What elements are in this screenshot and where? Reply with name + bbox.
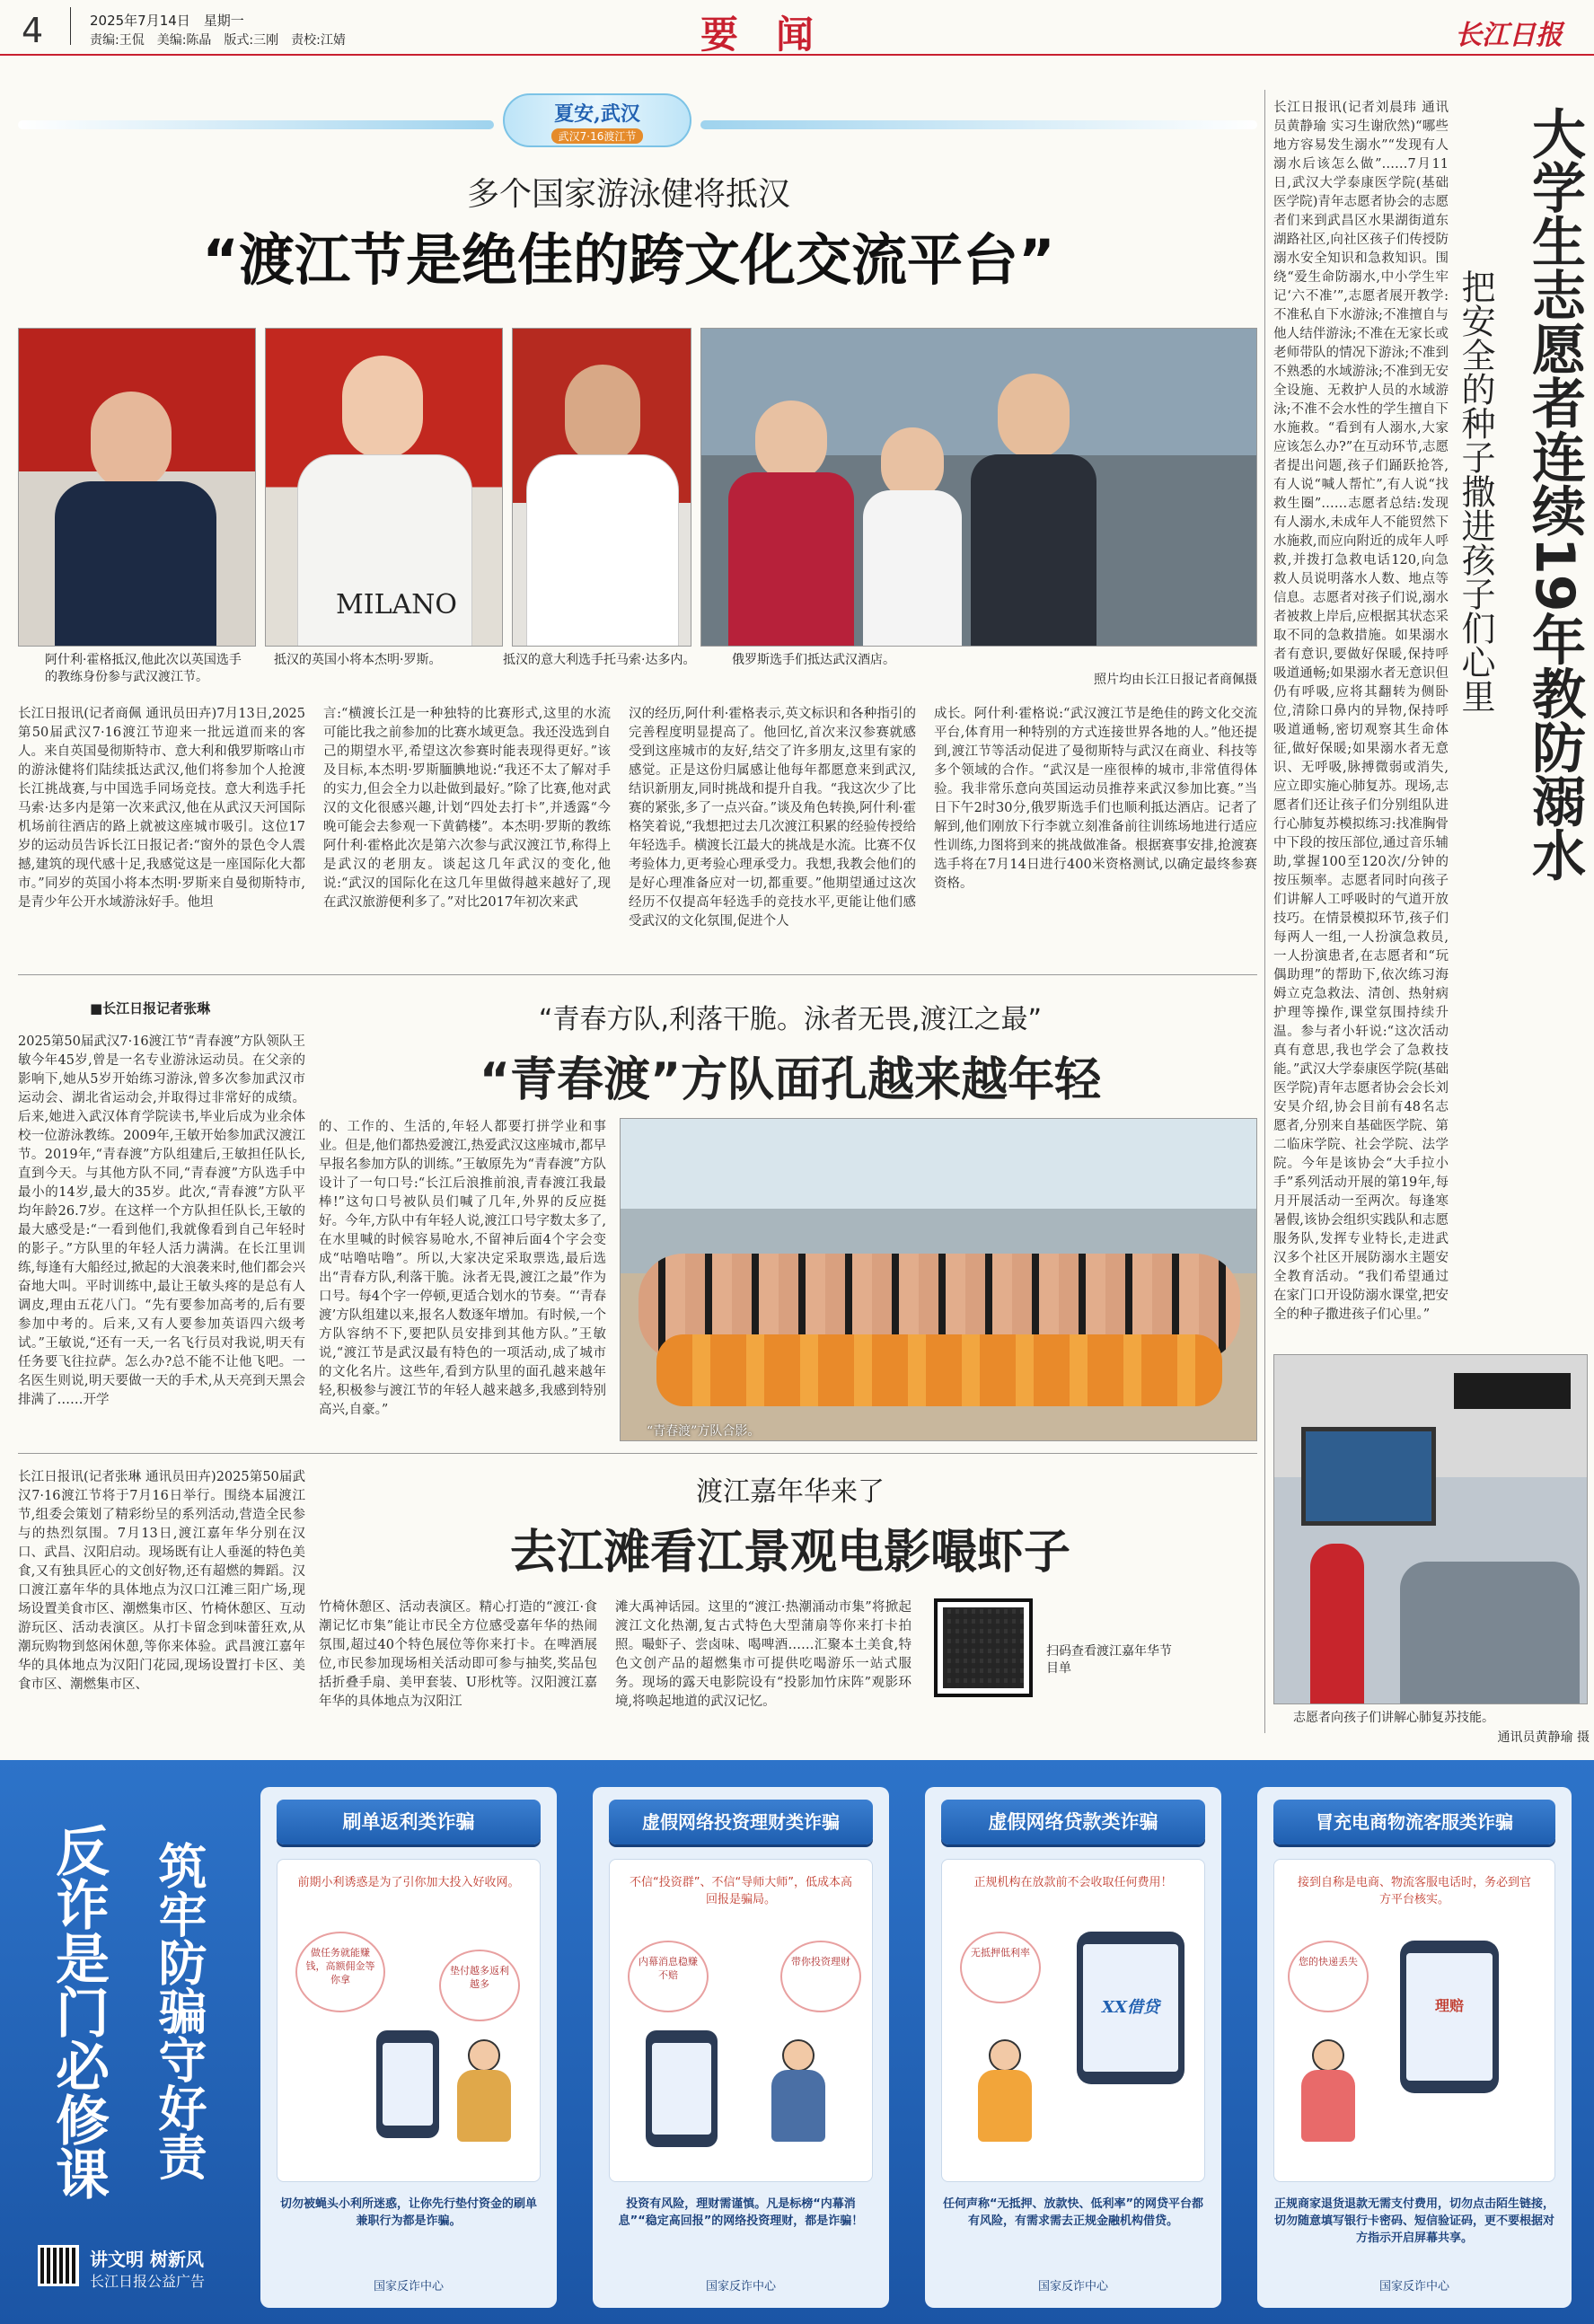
story1-col2: 言:“横渡长江是一种独特的比赛形式,这里的水流可能比我之前参加的比赛水域更急。我还没选到自己的期望水平,希望这次参赛时能表现得更好。”该及目标,本杰明·罗斯腼腆地说:“我还不太了解对手的实力,但会全力以赴做到最好。”除了比赛,他对武汉的文化很感兴趣,计划“四处去打卡”,并透露“今晚可能会去参观一下黄鹤楼”。本杰明·罗斯的教练阿什利·霍格此次是第六次参与武汉渡江节,称得上是武汉的老朋友。谈起这几年武汉的变化,他说:“武汉的国际化在这几年里做得越来越好了,现在武汉旅游便利多了。”对比2017年初次来武: [323, 707, 611, 910]
caption-russian: 俄罗斯选手们抵达武汉酒店。: [732, 653, 895, 667]
story2-kicker: “青春方队,利落干脆。泳者无畏,渡江之最”: [538, 1004, 1043, 1035]
ad-bubble: 做任务就能赚钱，高额佣金等你拿: [295, 1932, 385, 2012]
editor-credits: 责编:王侃 美编:陈晶 版式:三刚 责校:江婧: [90, 33, 346, 48]
ad-panel-footer: 投资有风险，理财需谨慎。凡是标榜“内幕消息”“稳定高回报”的网络投资理财，都是诈骗！: [618, 2197, 864, 2228]
banner-badge: [503, 93, 691, 147]
photo-russian-team: [700, 328, 1257, 647]
ad-panel-org: 国家反诈中心: [373, 2280, 444, 2293]
ad-bubble: 无抵押低利率: [960, 1932, 1041, 2003]
ad-panel-org: 国家反诈中心: [705, 2280, 776, 2293]
caption-youth-team: “青春渡”方队合影。: [647, 1424, 761, 1439]
ad-bubble: 您的快递丢失: [1288, 1941, 1369, 2012]
ad-bubble: 带你投资理财: [780, 1941, 861, 2012]
phone-icon: [376, 2030, 439, 2138]
page-number: 4: [22, 11, 44, 50]
story1-col1: 长江日报讯(记者商佩 通讯员田卉)7月13日,2025第50届武汉7·16渡江节迎来一批远道而来的客人。来自英国曼彻斯特市、意大利和俄罗斯喀山市的游泳健将们陆续抵达武汉,他们将参加个人抢渡长江挑战赛,与中国选手同场竞技。意大利选手托马索·达多内是第一次来武汉,他在从武汉天河国际机场前往酒店的路上就被这座城市吸引。这位17岁的运动员告诉长江日报记者:“窗外的景色令人震撼,建筑的现代感十足,我感觉这是一座国际化大都市。”同岁的英国小将本杰明·罗斯来自曼彻斯特市,是青少年公开水域游泳好手。他坦: [18, 707, 305, 910]
story2-headline: “青春渡”方队面孔越来越年轻: [479, 1053, 1102, 1107]
photo-tommaso: [512, 328, 691, 647]
ad-panel-org: 国家反诈中心: [1037, 2280, 1108, 2293]
story2-byline: ■长江日报记者张琳: [90, 1000, 211, 1017]
sidebar-credit: 通讯员黄静瑜 摄: [1497, 1730, 1590, 1745]
qr-code[interactable]: [934, 1598, 1033, 1697]
story2-col1: 2025第50届武汉7·16渡江节“青春渡”方队领队王敏今年45岁,曾是一名专业游泳运动员。在父亲的影响下,她从5岁开始练习游泳,曾多次参加武汉市运动会、湖北省运动会,并取得过非常好的成绩。后来,她进入武汉体育学院读书,毕业后成为业余体校一位游泳教练。2009年,王敏开始参加武汉渡江节。2019年,“青春渡”方队组建后,王敏担任队长,直到今天。与其他方队不同,“青春渡”方队选手中最小的14岁,最大的35岁。此次,“青春渡”方队平均年龄26.7岁。在这样一个方队担任队长,王敏的最大感受是:“一看到他们,我就像看到自己年轻时的影子。”方队里的年轻人活力满满。在长江里训练,每逢有大船经过,掀起的大浪袭来时,他们都会兴奋地大叫。平时训练中,最让王敏头疼的是总有人调皮,理由五花八门。“先有要参加高考的,后有要参加中考的。后来,又有人要参加英语四六级考试。”王敏说,“还有一天,一名飞行员对我说,明天有任务要飞往拉萨。怎么办?总不能不让他飞吧。一名医生则说,明天要做一天的手术,从天亮到天黑会排满了……开学: [18, 1034, 305, 1407]
ad-panel-title: 刷单返利类诈骗: [277, 1800, 541, 1844]
ad-panel-note: 正规机构在放款前不会收取任何费用！: [973, 1876, 1173, 1889]
refund-label: 理赔: [1434, 1997, 1464, 2014]
qr-label: 扫码查看渡江嘉年华节目单: [1046, 1644, 1172, 1676]
ad-title-1: 反诈是门必修课: [47, 1823, 110, 2200]
masthead: [0, 0, 1594, 56]
story1-headline: “渡江节是绝佳的跨文化交流平台”: [202, 227, 1055, 293]
story3-col1: 长江日报讯(记者张琳 通讯员田卉)2025第50届武汉7·16渡江节将于7月16日举行。围绕本届渡江节,组委会策划了精彩纷呈的系列活动,营造全民参与的热烈氛围。7月13日,渡江嘉年华分别在汉口、武昌、汉阳启动。现场既有让人垂涎的特色美食,又有独具匠心的文创好物,还有超燃的舞蹈。汉口渡江嘉年华的具体地点为汉口江滩三阳广场,现场设置美食市区、潮燃集市区、竹椅休憩区、互动游玩区、活动表演区。从打卡留念到味蕾狂欢,从潮玩购物到悠闲休憩,等你来体验。武昌渡江嘉年华的具体地点为汉阳门花园,现场设置打卡区、美食市区、潮燃集市区、: [18, 1470, 305, 1692]
person-icon: [978, 2039, 1032, 2142]
ad-panel-4: [1257, 1787, 1572, 2308]
story1-col3: 汉的经历,阿什利·霍格表示,英文标识和各种指引的完善程度明显提高了。他回忆,首次来汉参赛就感受到这座城市的友好,结交了许多朋友,这里有家的感觉。正是这份归属感让他每年都愿意来到武汉,结识新朋友,同时挑战和提升自我。“我这次少了比赛的紧张,多了一点兴奋。”谈及角色转换,阿什利·霍格笑着说,“我想把过去几次渡江积累的经验传授给年轻选手。横渡长江最大的挑战是水流。比赛不仅考验体力,更考验心理承受力。我想,我教会他们的是好心理准备应对一切,都重要。”他期望通过这次经历不仅提高年轻选手的竞技水平,更能让他们感受武汉的文化氛围,促进个人: [629, 707, 916, 929]
wave-left: [18, 120, 494, 129]
section-title: 要 闻: [700, 13, 815, 57]
ad-panel-footer: 正规商家退货退款无需支付费用，切勿点击陌生链接，切勿随意填写银行卡密码、短信验证码，更不要根据对方指示开启屏幕共享。: [1273, 2197, 1554, 2245]
photo-volunteers: [1273, 1354, 1588, 1704]
story1-col4: 成长。阿什利·霍格说:“武汉渡江节是绝佳的跨文化交流平台,体育用一种特别的方式连接世界各地的人。”他还提到,渡江节等活动促进了曼彻斯特与武汉在商业、科技等多个领域的合作。“武汉是一座很棒的城市,非常值得体验。我非常乐意向英国运动员推荐来武汉参加比赛。”当日下午2时30分,俄罗斯选手们也顺利抵达酒店。记者了解到,他们刚放下行李就立刻准备前往训练场地进行适应性训练,力图将到来的挑战做准备。根据赛事安排,抢渡赛选手将在7月14日进行400米资格测试,以确定最终参赛资格。: [934, 707, 1257, 891]
phone-icon: [1400, 1941, 1499, 2093]
story3-headline: 去江滩看江景观电影嘬虾子: [509, 1526, 1070, 1580]
photo-credit: 照片均由长江日报记者商佩摄: [1094, 673, 1257, 687]
ad-panel-note: 接到自称是电商、物流客服电话时，务必到官方平台核实。: [1297, 1876, 1531, 1906]
story3-col2: 竹椅休憩区、活动表演区。精心打造的“渡江·食潮记忆市集”能让市民全方位感受嘉年华的热闹氛围,超过40个特色展位等你来打卡。在啤酒展位,市民参加现场相关活动即可参与抽奖,奖品包括折叠手扇、美甲套装、U形枕等。汉阳渡江嘉年华的具体地点为汉阳江: [319, 1600, 597, 1709]
story2-col2: 的、工作的、生活的,年轻人都要打拼学业和事业。但是,他们都热爱渡江,热爱武汉这座城市,都早早报名参加方队的训练。”王敏原先为“青春渡”方队设计了一句口号:“长江后浪推前浪,青春渡江我最棒!”这句口号被队员们喊了几年,外界的反应挺好。今年,方队中有年轻人说,渡江口号字数太多了,在水里喊的时候容易呛水,不留神后面4个字会变成“咕噜咕噜”。所以,大家决定采取票选,最后选出“青春方队,利落干脆。泳者无畏,渡江之最”作为口号。每4个字一停顿,更适合划水的节奏。“‘青春渡’方队组建以来,报名人数逐年增加。有时候,一个方队容纳不下,要把队员安排到其他方队。”王敏说,“渡江节是武汉最有特色的一项活动,成了城市的文化名片。这些年,看到方队里的面孔越来越年轻,积极参与渡江节的年轻人越来越多,我感到特别高兴,自豪。”: [319, 1120, 606, 1417]
ad-panel-3: [925, 1787, 1221, 2308]
person-icon: [771, 2039, 825, 2142]
ad-panel-note: 不信“投资群”、不信“导师大师”，低成本高回报是骗局。: [630, 1876, 852, 1906]
banner-title: 夏安,武汉: [554, 102, 640, 126]
ad-panel-org: 国家反诈中心: [1378, 2280, 1449, 2293]
caption-benjamin: 抵汉的英国小将本杰明·罗斯。: [274, 653, 442, 667]
ad-panel-1: [260, 1787, 557, 2308]
story1-kicker: 多个国家游泳健将抵汉: [466, 176, 790, 213]
ad-panel-title: 虚假网络贷款类诈骗: [941, 1800, 1205, 1844]
ad-panel-title: 虚假网络投资理财类诈骗: [609, 1800, 873, 1844]
ad-bubble: 内幕消息稳赚不赔: [628, 1941, 709, 2012]
story3-col3: 滩大禹神话园。这里的“渡江·热潮涌动市集”将掀起渡江文化热潮,复古式特色大型蒲扇等你来打卡拍照。嘬虾子、尝卤味、喝啤酒……汇聚本土美食,特色文创产品的超燃集市可提供吃喝游乐一站式服务。现场的露天电影院设有“投影加竹床阵”观影环境,将唤起地道的武汉记忆。: [615, 1600, 911, 1709]
paper-logo: 长江日报: [1455, 20, 1563, 51]
sidebar-headline: 大学生志愿者连续19年教防溺水: [1523, 106, 1586, 882]
sidebar-subhead: 把安全的种子撒进孩子们心里: [1456, 269, 1495, 713]
photo-benjamin: MILANO: [265, 328, 503, 647]
ad-panel-footer: 切勿被蝇头小利所迷惑，让你先行垫付资金的刷单兼职行为都是诈骗。: [279, 2197, 537, 2228]
phone-icon: [646, 2030, 718, 2147]
ad-title-2: 筑牢防骗守好责: [151, 1841, 208, 2180]
banner-subtitle: 武汉7·16渡江节: [551, 128, 644, 144]
ad-footer-sub: 长江日报公益广告: [90, 2273, 206, 2290]
person-icon: [1301, 2039, 1355, 2142]
loan-label: XX借贷: [1102, 1998, 1159, 2017]
photo-coach: [18, 328, 256, 647]
ad-bubble: 垫付越多返利越多: [439, 1950, 520, 2021]
caption-coach: 阿什利·霍格抵汉,他此次以英国选手的教练身份参与武汉渡江节。: [45, 653, 242, 684]
sidebar-body: 长江日报讯(记者刘晨玮 通讯员黄静瑜 实习生谢欣然)“哪些地方容易发生溺水”“发现有人溺水后该怎么做”……7月11日,武汉大学泰康医学院(基础医学院)青年志愿者协会的志愿者们来到武昌区水果湖街道东湖路社区,向社区孩子们传授防溺水安全知识和急救知识。围绕“爱生命防溺水,中小学生牢记‘六不准’”,志愿者展开教学:不准私自下水游泳;不准擅自与他人结伴游泳;不准在无家长或老师带队的情况下游泳;不准到不熟悉的水域游泳;不准到无安全设施、无救护人员的水域游泳;不准不会水性的学生擅自下水施救。“看到有人溺水,大家应该怎么办?”在互动环节,志愿者提出问题,孩子们踊跃抢答,有人说“喊人帮忙”,有人说“找救生圈”……志愿者总结:发现有人溺水,未成年人不能贸然下水施救,而应向附近的成年人呼救,并拨打急救电话120,向急救人员说明落水人数、地点等信息。志愿者对孩子们说,溺水者被救上岸后,应根据其状态采取不同的急救措施。如果溺水者有意识,要做好保暖,保持呼吸道通畅;如果溺水者无意识但仍有呼吸,应将其翻转为侧卧位,清除口鼻内的异物,保持呼吸道通畅,密切观察其生命体征,做好保暖;如果溺水者无意识、无呼吸,脉搏微弱或消失,应立即实施心肺复苏。现场,志愿者们还让孩子们分别组队进行心肺复苏模拟练习:找准胸骨中下段的按压部位,通过音乐辅助,掌握100至120次/分钟的按压频率。志愿者同时向孩子们讲解人工呼吸时的气道开放技巧。在情景模拟环节,孩子们每两人一组,一人扮演急救员,一人扮演患者,在志愿者和“玩偶助理”的帮助下,依次练习海姆立克急救法、清创、热射病护理等操作,课堂氛围持续升温。参与者小轩说:“这次活动真有意思,我也学会了急救技能。”武汉大学泰康医学院(基础医学院)青年志愿者协会会长刘安昊介绍,协会目前有48名志愿者,分别来自基础医学院、第二临床学院、社会学院、法学院。今年是该协会“大手拉小手”系列活动开展的第19年,每月开展活动一至两次。每逢寒暑假,该协会组织实践队和志愿服务队,发挥专业特长,走进武汉多个社区开展防溺水主题安全教育活动。“我们希望通过在家门口开设防溺水课堂,把安全的种子撒进孩子们心里。”: [1273, 101, 1449, 1322]
caption-tommaso: 抵汉的意大利选手托马索·达多内。: [503, 653, 696, 667]
issue-date: 2025年7月14日 星期一: [90, 13, 244, 29]
wave-right: [700, 120, 1257, 129]
ad-panel-2: [593, 1787, 889, 2308]
photo-youth-team: [620, 1118, 1257, 1441]
ad-panel-note: 前期小利诱惑是为了引你加大投入好收网。: [297, 1876, 520, 1889]
story3-kicker: 渡江嘉年华来了: [696, 1476, 885, 1508]
ad-panel-title: 冒充电商物流客服类诈骗: [1273, 1800, 1555, 1844]
anti-fraud-ad: [0, 1760, 1594, 2324]
person-icon: [457, 2039, 511, 2142]
sidebar-caption: 志愿者向孩子们讲解心肺复苏技能。: [1293, 1711, 1494, 1725]
ad-panel-footer: 任何声称“无抵押、放款快、低利率”的网贷平台都有风险，有需求需去正规金融机构借贷。: [942, 2197, 1204, 2228]
ad-footer-qr[interactable]: [38, 2245, 79, 2286]
ad-footer: 讲文明 树新风: [90, 2249, 204, 2270]
